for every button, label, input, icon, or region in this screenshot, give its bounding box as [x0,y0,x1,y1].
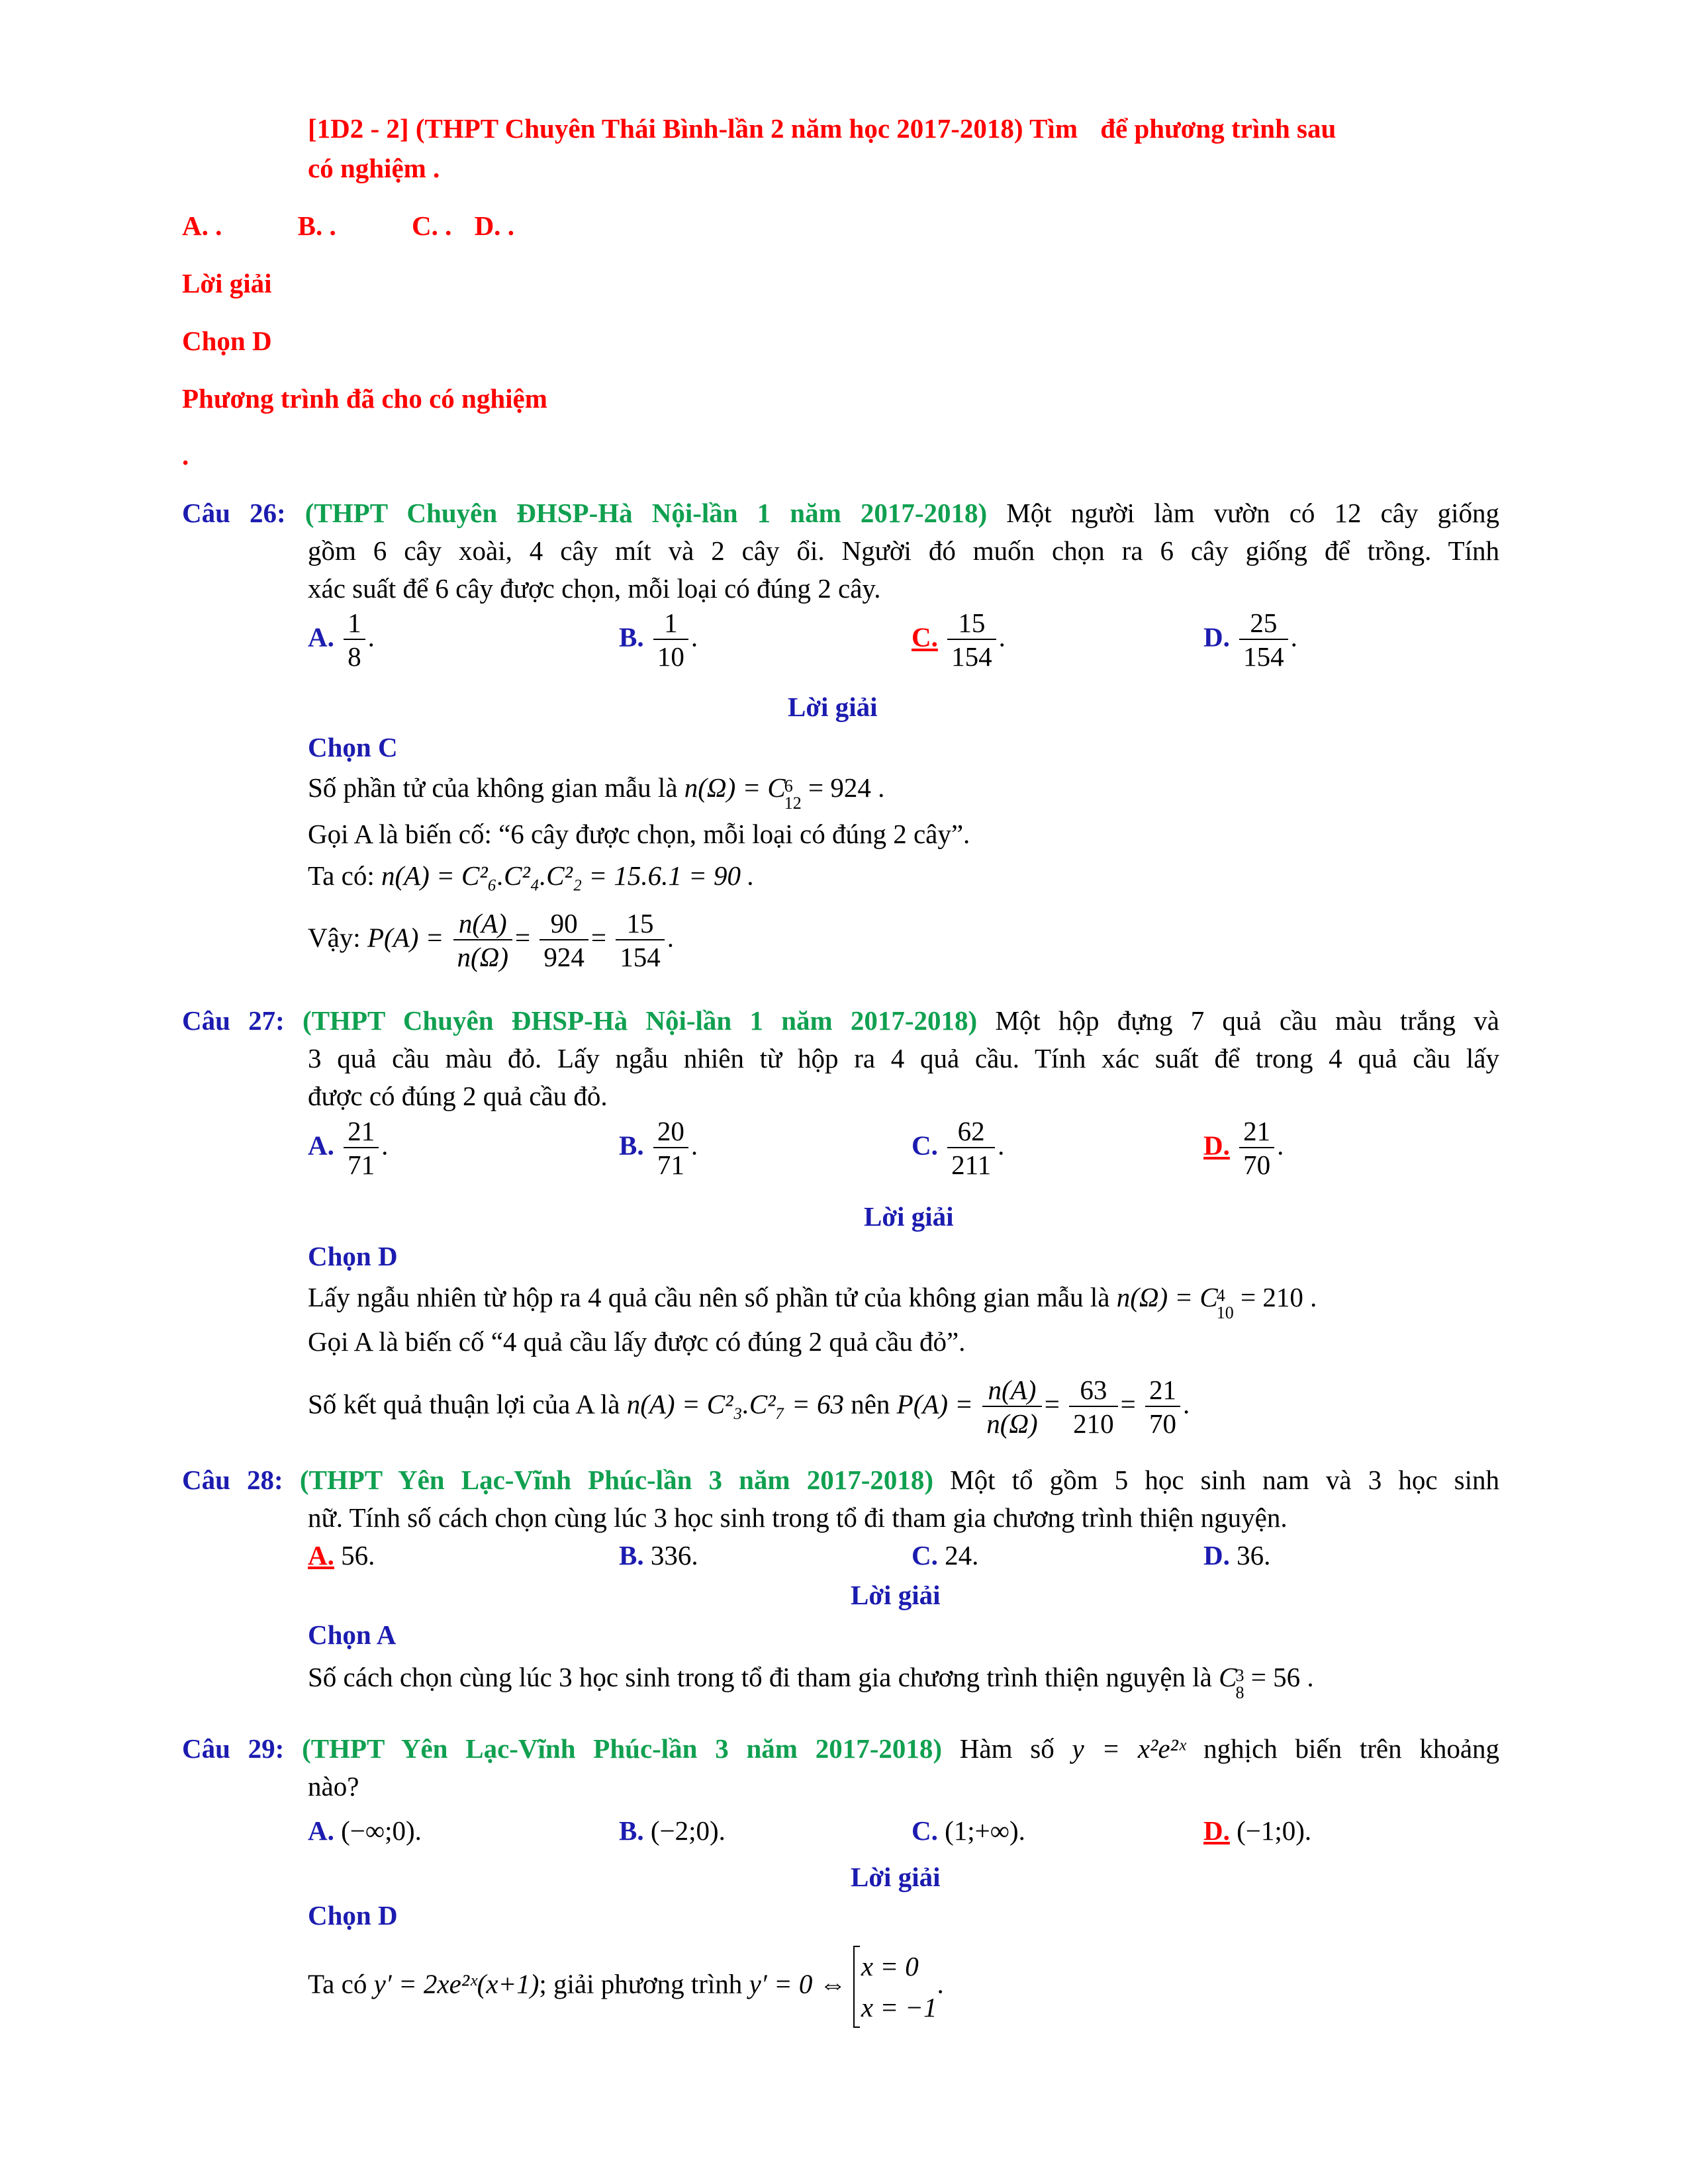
prev-solution-label: Lời giải [182,268,272,298]
q26-stem-3: xác suất để 6 cây được chọn, mỗi loại có đúng 2 cây. [308,573,881,604]
q28-solution-1-math: C [1219,1662,1237,1692]
q27-stem-1: Một hộp đựng 7 quả cầu màu trắng và [995,1005,1499,1036]
q27-solution-1-math: n(Ω) = C [1116,1282,1218,1312]
q26-option-c-fraction: $\frac{15}{154}$ [947,608,996,672]
prev-problem-header-line2-text: có nghiệm [308,153,426,183]
q27-option-d-correct: D. $\frac{21}{70}$ . [1203,1116,1284,1181]
prev-explanation: Phương trình đã cho có nghiệm [182,383,547,414]
q27-solution-3-math: n(A) = C²₃.C²₇ = 63 [626,1388,844,1420]
prev-answer: Chọn D [182,326,272,356]
q27-source: (THPT Chuyên ĐHSP-Hà Nội-lần 1 năm 2017-2018) [303,1005,978,1036]
q29-solution-cases: x = 0 x = −1 [853,1946,937,2028]
q28-solution-1: Số cách chọn cùng lúc 3 học sinh trong tổ đi tham gia chương trình thiện nguyện là C 3 8 = 56 . [308,1662,1314,1702]
q26-solution-label: Lời giải [788,692,878,722]
q27-fraction-1: $\frac{n(A)}{n(\Omega)}$ [982,1375,1041,1439]
q27-option-d-fraction: $\frac{21}{70}$ [1239,1116,1274,1181]
prev-problem-header-line1 [308,110,1499,150]
q29-solution-label: Lời giải [851,1862,941,1892]
prev-last-line: . [182,440,189,471]
q26-source: (THPT Chuyên ĐHSP-Hà Nội-lần 1 năm 2017-2018) [305,498,988,528]
q28-option-b: B. 336. [619,1540,698,1570]
q26-solution-1: Số phần tử của không gian mẫu là n(Ω) = C 6 12 = 924 . [308,772,885,813]
q27-option-c: C. $\frac{62}{211}$ . [912,1116,1005,1181]
q29-function-math: y = x²e²ˣ [1072,1733,1186,1764]
q27-option-a-fraction: $\frac{21}{71}$ [344,1116,379,1181]
prev-problem-header-line2-tail: . [433,153,440,183]
q27-option-a: A. $\frac{21}{71}$ . [308,1116,389,1181]
q29-derivative-math: y′ = 2xe²ˣ(x+1) [373,1968,539,1999]
q26-fraction-2: $\frac{90}{924}$ [539,908,588,973]
q28-option-c: C. 24. [912,1540,979,1570]
q26-solution-2: Gọi A là biến cố: “6 cây được chọn, mỗi loại có đúng 2 cây”. [308,819,970,849]
q26-option-d: D. $\frac{25}{154}$ . [1203,608,1297,672]
q26-stem-2: gồm 6 cây xoài, 4 cây mít và 2 cây ổi. Người đó muốn chọn ra 6 cây giống để trồng. Tính [308,535,1499,566]
q26-option-b: B. $\frac{1}{10}$ . [619,608,698,672]
q26-option-a: A. $\frac{1}{8}$ . [308,608,375,672]
q27-fraction-3: $\frac{21}{70}$ [1145,1375,1180,1439]
q27-solution-label: Lời giải [864,1201,954,1232]
q27-answer: Chọn D [308,1241,398,1271]
q27-option-b-fraction: $\frac{20}{71}$ [653,1116,688,1181]
q29-option-d-correct: D. (−1;0). [1203,1815,1312,1846]
q27-stem-3: được có đúng 2 quả cầu đỏ. [308,1081,608,1111]
q28-stem-1: Một tổ gồm 5 học sinh nam và 3 học sinh [950,1465,1500,1495]
prev-problem-header-line2 [308,150,440,189]
q27-label: Câu 27: [182,1005,285,1036]
q27-solution-3: Số kết quả thuận lợi của A là n(A) = C²₃.C²₇ = 63 nên P(A) = $\frac{n(A)}{n(\Omega)}$ = $\frac{63}{210}$ = $\frac{21}{70}$ . [308,1375,1190,1439]
prev-option-c: C. . [411,210,452,241]
q27-fraction-2: $\frac{63}{210}$ [1069,1375,1118,1439]
q26-option-d-fraction: $\frac{25}{154}$ [1239,608,1288,672]
prev-option-d: D. . [474,210,514,241]
q28-option-d: D. 36. [1203,1540,1271,1570]
q29-option-c: C. (1;+∞). [912,1815,1025,1846]
q27-solution-1: Lấy ngẫu nhiên từ hộp ra 4 quả cầu nên số phần tử của không gian mẫu là n(Ω) = C 4 10 = 210 . [308,1282,1317,1322]
prev-option-b: B. . [297,210,336,241]
q26-line1 [182,494,1499,532]
q27-option-b: B. $\frac{20}{71}$ . [619,1116,698,1181]
q29-source: (THPT Yên Lạc-Vĩnh Phúc-lần 3 năm 2017-2018) [302,1733,943,1764]
q29-stem-2: nào? [308,1771,359,1801]
q26-option-c-correct: C. $\frac{15}{154}$ . [912,608,1006,672]
q26-label: Câu 26: [182,498,286,528]
q29-option-b: B. (−2;0). [619,1815,726,1846]
prev-problem-header-text: [1D2 - 2] (THPT Chuyên Thái Bình-lần 2 năm học 2017-2018) Tìm [308,113,1078,144]
q26-option-a-fraction: $\frac{1}{8}$ [344,608,365,672]
q29-line1: Câu 29: (THPT Yên Lạc-Vĩnh Phúc-lần 3 năm 2017-2018) Hàm số y = x²e²ˣ nghịch biến trên khoảng [182,1733,1500,1764]
q26-fraction-3: $\frac{15}{154}$ [616,908,665,973]
q28-line1 [182,1461,1499,1499]
q29-option-a: A. (−∞;0). [308,1815,422,1846]
q27-line1 [182,1002,1499,1040]
q26-solution-3-math: n(A) = C²₆.C²₄.C²₂ = 15.6.1 = 90 . [381,860,755,891]
q29-solution-1: Ta có y′ = 2xe²ˣ(x+1); giải phương trình y′ = 0 ⇔ x = 0 x = −1 . [308,1946,944,2028]
q28-answer: Chọn A [308,1619,397,1650]
q29-answer: Chọn D [308,1900,398,1931]
q29-label: Câu 29: [182,1733,285,1764]
q26-option-b-fraction: $\frac{1}{10}$ [653,608,688,672]
q28-source: (THPT Yên Lạc-Vĩnh Phúc-lần 3 năm 2017-2018) [299,1465,934,1495]
q26-solution-1-math: n(Ω) = C [684,772,786,803]
q27-option-c-fraction: $\frac{62}{211}$ [947,1116,995,1181]
q27-stem-2: 3 quả cầu màu đỏ. Lấy ngẫu nhiên từ hộp ra 4 quả cầu. Tính xác suất để trong 4 quả cầu lấy [308,1043,1499,1073]
q28-stem-2: nữ. Tính số cách chọn cùng lúc 3 học sinh trong tổ đi tham gia chương trình thiện nguyện. [308,1502,1288,1533]
q26-answer: Chọn C [308,732,398,762]
q26-stem-1: Một người làm vườn có 12 cây giống [1006,498,1499,528]
q28-solution-label: Lời giải [851,1580,941,1610]
prev-problem-options [182,207,514,247]
q26-fraction-1: $\frac{n(A)}{n(\Omega)}$ [453,908,512,973]
q26-solution-4: Vậy: P(A) = $\frac{n(A)}{n(\Omega)}$ = $\frac{90}{924}$ = $\frac{15}{154}$ . [308,908,674,973]
q26-solution-3: Ta có: n(A) = C²₆.C²₄.C²₂ = 15.6.1 = 90 . [308,860,755,891]
q28-option-a-correct: A. 56. [308,1540,375,1570]
prev-problem-header-tail: để phương trình sau [1100,113,1336,144]
q28-label: Câu 28: [182,1465,283,1495]
prev-option-a: A. . [182,210,222,241]
q27-solution-2: Gọi A là biến cố “4 quả cầu lấy được có đúng 2 quả cầu đỏ”. [308,1326,966,1357]
